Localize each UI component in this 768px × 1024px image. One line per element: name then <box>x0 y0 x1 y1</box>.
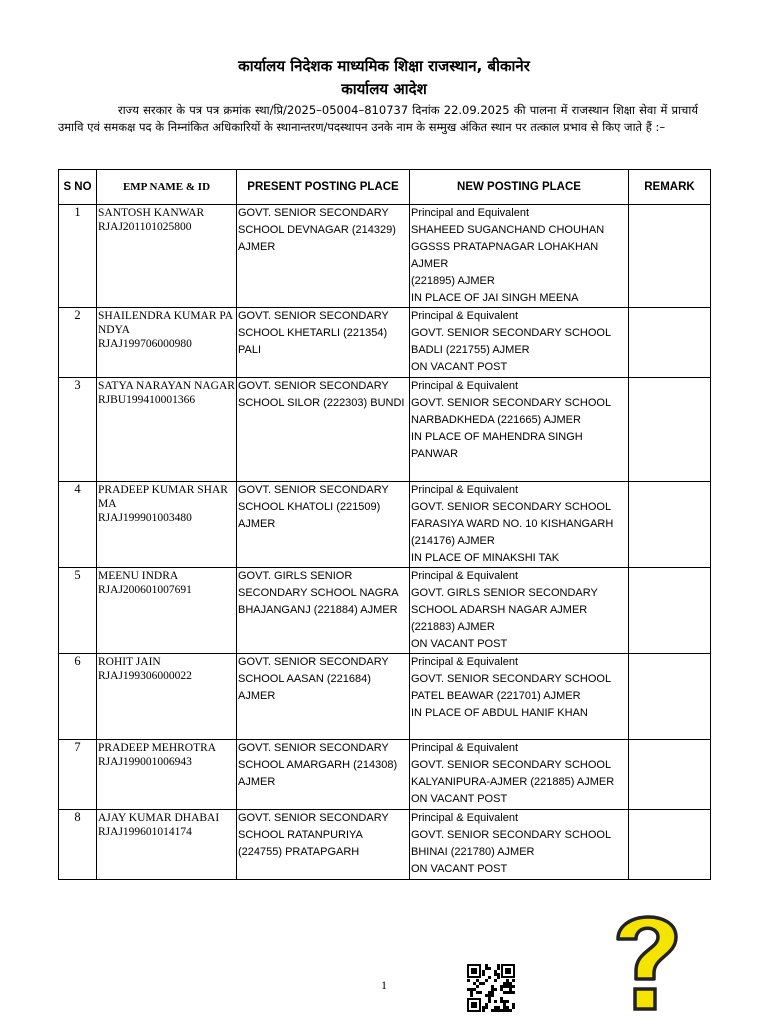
present-posting-line: SCHOOL KHETARLI (221354) PALI <box>238 327 388 356</box>
new-posting-line: GOVT. SENIOR SECONDARY SCHOOL <box>411 759 612 771</box>
employee-id: RJAJ201101025800 <box>98 221 192 233</box>
row-employee <box>97 482 237 568</box>
row-remark <box>629 378 711 482</box>
header-remark: REMARK <box>629 170 711 205</box>
row-new-posting <box>410 308 629 378</box>
row-new-posting <box>410 568 629 654</box>
table-row <box>59 568 711 654</box>
present-posting-line: GOVT. SENIOR SECONDARY <box>238 207 389 219</box>
present-posting-line: GOVT. GIRLS SENIOR <box>238 570 353 582</box>
office-title: कार्यालय निदेशक माध्यमिक शिक्षा राजस्थान, बीकानेर <box>238 57 530 75</box>
new-posting-line: ON VACANT POST <box>411 793 508 805</box>
row-new-posting <box>410 810 629 880</box>
table-row <box>59 378 711 482</box>
row-present-posting <box>237 654 410 740</box>
employee-name: AJAY KUMAR DHABAI <box>98 812 220 824</box>
new-posting-line: IN PLACE OF MAHENDRA SINGH PANWAR <box>411 431 583 460</box>
header-emp: EMP NAME & ID <box>97 170 237 205</box>
new-posting-line: IN PLACE OF JAI SINGH MEENA <box>411 292 579 304</box>
row-sno: 1 <box>59 205 97 308</box>
new-posting-line: PATEL BEAWAR (221701) AJMER <box>411 690 581 702</box>
present-posting-line: (224755) PRATAPGARH <box>238 846 360 858</box>
row-new-posting <box>410 654 629 740</box>
row-employee <box>97 810 237 880</box>
row-employee <box>97 568 237 654</box>
row-employee <box>97 378 237 482</box>
new-posting-line: GOVT. SENIOR SECONDARY SCHOOL <box>411 829 612 841</box>
new-posting-line: Principal & Equivalent <box>411 570 519 582</box>
employee-name: PRADEEP KUMAR SHARMA <box>98 484 228 510</box>
new-posting-line: GOVT. SENIOR SECONDARY SCHOOL <box>411 501 612 513</box>
header-sno: S NO <box>59 170 97 205</box>
present-posting-line: SCHOOL AASAN (221684) AJMER <box>238 673 371 702</box>
row-remark <box>629 810 711 880</box>
employee-id: RJAJ199706000980 <box>98 338 192 350</box>
present-posting-line: GOVT. SENIOR SECONDARY <box>238 812 389 824</box>
employee-id: RJAJ200601007691 <box>98 584 192 596</box>
new-posting-line: IN PLACE OF ABDUL HANIF KHAN <box>411 707 588 719</box>
row-sno: 2 <box>59 308 97 378</box>
new-posting-line: FARASIYA WARD NO. 10 KISHANGARH <box>411 518 614 530</box>
row-employee <box>97 740 237 810</box>
new-posting-line: Principal & Equivalent <box>411 656 519 668</box>
present-posting-line: SCHOOL SILOR (222303) BUNDI <box>238 397 405 409</box>
page-number: 1 <box>381 978 387 992</box>
row-present-posting <box>237 482 410 568</box>
row-present-posting <box>237 740 410 810</box>
present-posting-line: SCHOOL KHATOLI (221509) <box>238 501 381 513</box>
employee-name: SANTOSH KANWAR <box>98 207 205 219</box>
employee-id: RJAJ199306000022 <box>98 670 192 682</box>
present-posting-line: SCHOOL AMARGARH (214308) <box>238 759 398 771</box>
present-posting-line: GOVT. SENIOR SECONDARY <box>238 656 389 668</box>
new-posting-line: Principal & Equivalent <box>411 380 519 392</box>
new-posting-line: Principal & Equivalent <box>411 812 519 824</box>
employee-name: SHAILENDRA KUMAR PANDYA <box>98 310 234 336</box>
present-posting-line: BHAJANGANJ (221884) AJMER <box>238 604 398 616</box>
row-employee <box>97 654 237 740</box>
new-posting-line: GOVT. SENIOR SECONDARY SCHOOL <box>411 327 612 339</box>
row-sno: 4 <box>59 482 97 568</box>
present-posting-line: AJMER <box>238 776 276 788</box>
new-posting-line: SCHOOL ADARSH NAGAR AJMER <box>411 604 588 616</box>
table-row <box>59 810 711 880</box>
new-posting-line: IN PLACE OF MINAKSHI TAK <box>411 552 560 564</box>
new-posting-line: GOVT. SENIOR SECONDARY SCHOOL <box>411 673 612 685</box>
row-sno: 5 <box>59 568 97 654</box>
row-new-posting <box>410 205 629 308</box>
table-row <box>59 205 711 308</box>
row-sno: 3 <box>59 378 97 482</box>
new-posting-line: ON VACANT POST <box>411 361 508 373</box>
present-posting-line: AJMER <box>238 518 276 530</box>
qr-code-icon <box>467 964 515 1012</box>
new-posting-line: Principal and Equivalent <box>411 207 530 219</box>
employee-name: ROHIT JAIN <box>98 656 161 668</box>
employee-id: RJAJ199601014174 <box>98 826 192 838</box>
row-remark <box>629 308 711 378</box>
row-remark <box>629 568 711 654</box>
new-posting-line: Principal & Equivalent <box>411 484 519 496</box>
new-posting-line: (221895) AJMER <box>411 275 495 287</box>
table-header-row <box>59 170 711 205</box>
employee-id: RJBU199410001366 <box>98 394 196 406</box>
present-posting-line: GOVT. SENIOR SECONDARY <box>238 310 389 322</box>
table-row <box>59 308 711 378</box>
new-posting-line: KALYANIPURA-AJMER (221885) AJMER <box>411 776 615 788</box>
order-title: कार्यालय आदेश <box>341 80 427 98</box>
row-employee <box>97 308 237 378</box>
present-posting-line: SCHOOL DEVNAGAR (214329) <box>238 224 396 236</box>
employee-name: SATYA NARAYAN NAGAR <box>98 380 235 392</box>
row-remark <box>629 654 711 740</box>
present-posting-line: SECONDARY SCHOOL NAGRA <box>238 587 399 599</box>
new-posting-line: GOVT. GIRLS SENIOR SECONDARY <box>411 587 598 599</box>
new-posting-line: BADLI (221755) AJMER <box>411 344 530 356</box>
row-present-posting <box>237 205 410 308</box>
row-employee <box>97 205 237 308</box>
new-posting-line: Principal & Equivalent <box>411 742 519 754</box>
new-posting-line: NARBADKHEDA (221665) AJMER <box>411 414 581 426</box>
present-posting-line: AJMER <box>238 241 276 253</box>
row-present-posting <box>237 810 410 880</box>
row-new-posting <box>410 482 629 568</box>
table-row <box>59 654 711 740</box>
row-present-posting <box>237 308 410 378</box>
new-posting-line: GGSSS PRATAPNAGAR LOHAKHAN AJMER <box>411 241 599 270</box>
present-posting-line: GOVT. SENIOR SECONDARY <box>238 742 389 754</box>
employee-id: RJAJ199901003480 <box>98 512 192 524</box>
row-sno: 6 <box>59 654 97 740</box>
employee-name: PRADEEP MEHROTRA <box>98 742 217 754</box>
row-remark <box>629 740 711 810</box>
present-posting-line: GOVT. SENIOR SECONDARY <box>238 380 389 392</box>
new-posting-line: ON VACANT POST <box>411 863 508 875</box>
new-posting-line: GOVT. SENIOR SECONDARY SCHOOL <box>411 397 612 409</box>
new-posting-line: Principal & Equivalent <box>411 310 519 322</box>
row-sno: 7 <box>59 740 97 810</box>
row-remark <box>629 482 711 568</box>
employee-id: RJAJ199001006943 <box>98 756 192 768</box>
header-new: NEW POSTING PLACE <box>410 170 629 205</box>
new-posting-line: (214176) AJMER <box>411 535 495 547</box>
row-new-posting <box>410 740 629 810</box>
row-present-posting <box>237 378 410 482</box>
new-posting-line: ON VACANT POST <box>411 638 508 650</box>
table-row <box>59 740 711 810</box>
row-new-posting <box>410 378 629 482</box>
table-body <box>59 205 711 880</box>
new-posting-line: BHINAI (221780) AJMER <box>411 846 535 858</box>
transfer-table <box>58 169 711 880</box>
new-posting-line: SHAHEED SUGANCHAND CHOUHAN <box>411 224 605 236</box>
row-remark <box>629 205 711 308</box>
header-present: PRESENT POSTING PLACE <box>237 170 410 205</box>
question-mark-icon <box>604 905 690 1015</box>
present-posting-line: GOVT. SENIOR SECONDARY <box>238 484 389 496</box>
employee-name: MEENU INDRA <box>98 570 179 582</box>
row-present-posting <box>237 568 410 654</box>
present-posting-line: SCHOOL RATANPURIYA <box>238 829 363 841</box>
row-sno: 8 <box>59 810 97 880</box>
intro-paragraph: राज्य सरकार के पत्र पत्र क्रमांक स्था/प्रि/2025–05004–810737 दिनांक 22.09.2025 की पालना में राजस्थान शिक्षा सेवा में प्राचार्य उमावि एवं समकक्ष पद के निम्नांकित अधिकारियों के स्थानान्तरण/पदस्थापन उनके नाम के सम्मुख अंकित स्थान पर तत्काल प्रभाव से किए जाते हैं :– <box>58 103 698 134</box>
table-row <box>59 482 711 568</box>
new-posting-line: (221883) AJMER <box>411 621 495 633</box>
